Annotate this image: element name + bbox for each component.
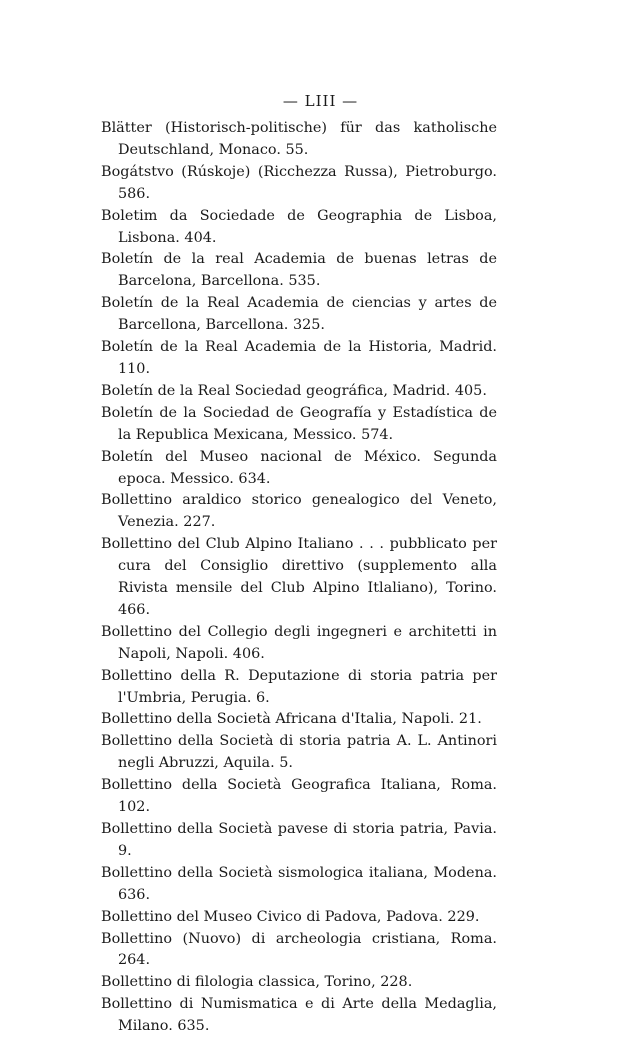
bibliography-entry: Bollettino della Società Geografica Italiana, Roma. 102. bbox=[101, 777, 497, 816]
page-number-header: — LIII — bbox=[282, 92, 359, 110]
bibliography-entry: Boletín de la real Academia de buenas letras de Barcelona, Barcellona. 535. bbox=[101, 251, 497, 290]
bibliography-entry: Bollettino del Museo Civico di Padova, Padova. 229. bbox=[101, 908, 480, 925]
bibliography-entry: Bollettino della Società sismologica italiana, Modena. 636. bbox=[101, 864, 497, 903]
bibliography-entry: Boletín de la Sociedad de Geografía y Estadística de la Republica Mexicana, Messico. 574. bbox=[101, 404, 497, 443]
bibliography-entry: Boletín de la Real Sociedad geográfica, Madrid. 405. bbox=[101, 382, 487, 399]
bibliography-entry: Blätter (Historisch-politische) für das katholische Deutschland, Monaco. 55. bbox=[101, 120, 497, 158]
bibliography-entry: Bollettino della Società Africana d'Italia, Napoli. 21. bbox=[101, 711, 482, 728]
bibliography-entry: Bollettino della Società di storia patria A. L. Antinori negli Abruzzi, Aquila. 5. bbox=[101, 733, 497, 772]
bibliography-entry: Bollettino di Numismatica e di Arte della Medaglia, Milano. 635. bbox=[101, 996, 497, 1035]
bibliography-entry: Boletín de la Real Academia de la Historia, Madrid. 110. bbox=[101, 339, 497, 377]
bibliography-entry: Boletim da Sociedade de Geographia de Lisboa, Lisbona. 404. bbox=[101, 207, 497, 246]
bibliography-entry: Bollettino di filologia classica, Torino, 228. bbox=[101, 974, 413, 991]
bibliography-entry: Bollettino della Società pavese di storia patria, Pavia. 9. bbox=[101, 821, 497, 859]
bibliography-entry: Bollettino araldico storico genealogico del Veneto, Venezia. 227. bbox=[101, 492, 497, 531]
bibliography-entry: Bollettino del Club Alpino Italiano . . . pubblicato per cura del Consiglio direttivo (supplemento alla Rivista mensile del Club Alpino Itlaliano), Torino. 466. bbox=[101, 536, 497, 618]
bibliography-entry: Boletín de la Real Academia de ciencias y artes de Barcellona, Barcellona. 325. bbox=[101, 295, 497, 334]
bibliography-list bbox=[101, 118, 497, 1038]
bibliography-entry: Bogátstvo (Rúskoje) (Ricchezza Russa), Pietroburgo. 586. bbox=[101, 163, 497, 202]
bibliography-entry: Bollettino (Nuovo) di archeologia cristiana, Roma. 264. bbox=[101, 930, 497, 969]
bibliography-entry: Bollettino del Collegio degli ingegneri e architetti in Napoli, Napoli. 406. bbox=[101, 623, 497, 662]
bibliography-entry: Bollettino della R. Deputazione di storia patria per l'Umbria, Perugia. 6. bbox=[101, 667, 497, 706]
bibliography-entry: Boletín del Museo nacional de México. Segunda epoca. Messico. 634. bbox=[101, 448, 497, 487]
